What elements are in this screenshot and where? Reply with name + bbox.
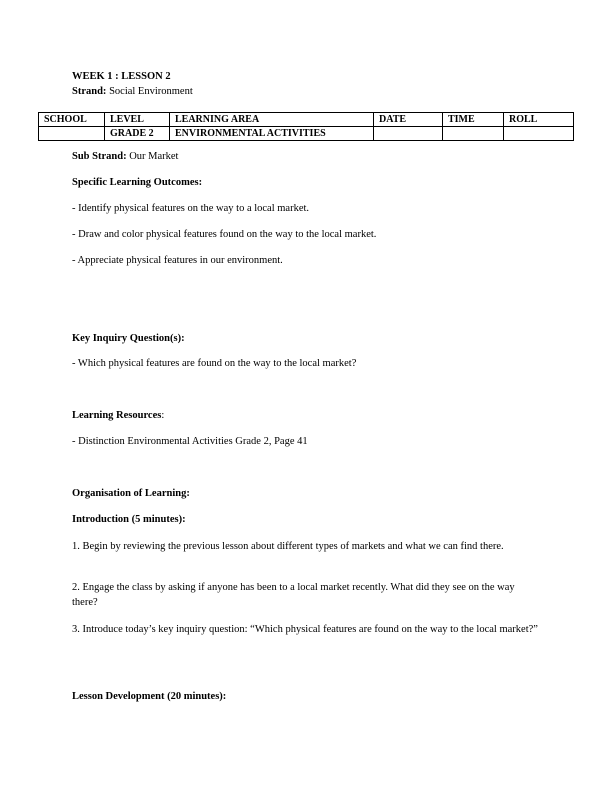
table-header-row xyxy=(39,113,574,127)
header-level: LEVEL xyxy=(105,113,170,127)
outcome-item: - Identify physical features on the way to a local market. xyxy=(72,203,310,214)
intro-item: 2. Engage the class by asking if anyone has been to a local market recently. What did they see on the way there? xyxy=(72,582,515,608)
header-time: TIME xyxy=(443,113,504,127)
intro-item: 3. Introduce today’s key inquiry question: “Which physical features are found on the way to the local market?” xyxy=(72,624,538,635)
table-data-row xyxy=(39,127,574,141)
lesson-info-table xyxy=(38,112,574,141)
cell-time xyxy=(443,127,504,141)
cell-school xyxy=(39,127,105,141)
intro-item: 1. Begin by reviewing the previous lesson about different types of markets and what we can find there. xyxy=(72,541,504,552)
sub-strand-value: Our Market xyxy=(129,151,179,162)
header-learning-area: LEARNING AREA xyxy=(170,113,374,127)
strand-line xyxy=(72,86,193,97)
cell-roll xyxy=(504,127,574,141)
resources-heading: Learning Resources xyxy=(72,410,162,421)
strand-value: Social Environment xyxy=(109,86,193,97)
cell-date xyxy=(374,127,443,141)
strand-label: Strand: xyxy=(72,86,107,97)
header-date: DATE xyxy=(374,113,443,127)
cell-level: GRADE 2 xyxy=(105,127,170,141)
week-lesson-title: WEEK 1 : LESSON 2 xyxy=(72,71,171,82)
header-school: SCHOOL xyxy=(39,113,105,127)
sub-strand-line xyxy=(72,151,178,162)
outcomes-heading: Specific Learning Outcomes: xyxy=(72,177,203,188)
inquiry-item: - Which physical features are found on the way to the local market? xyxy=(72,358,357,369)
resources-heading-line xyxy=(72,410,164,421)
cell-learning-area: ENVIRONMENTAL ACTIVITIES xyxy=(170,127,374,141)
development-heading: Lesson Development (20 minutes): xyxy=(72,691,227,702)
inquiry-heading: Key Inquiry Question(s): xyxy=(72,333,185,344)
header-roll: ROLL xyxy=(504,113,574,127)
organisation-heading: Organisation of Learning: xyxy=(72,488,190,499)
outcome-item: - Draw and color physical features found on the way to the local market. xyxy=(72,229,377,240)
resource-item: - Distinction Environmental Activities Grade 2, Page 41 xyxy=(72,436,308,447)
resources-colon: : xyxy=(161,410,165,421)
sub-strand-label: Sub Strand: xyxy=(72,151,127,162)
introduction-heading: Introduction (5 minutes): xyxy=(72,514,186,525)
outcome-item: - Appreciate physical features in our environment. xyxy=(72,255,283,266)
